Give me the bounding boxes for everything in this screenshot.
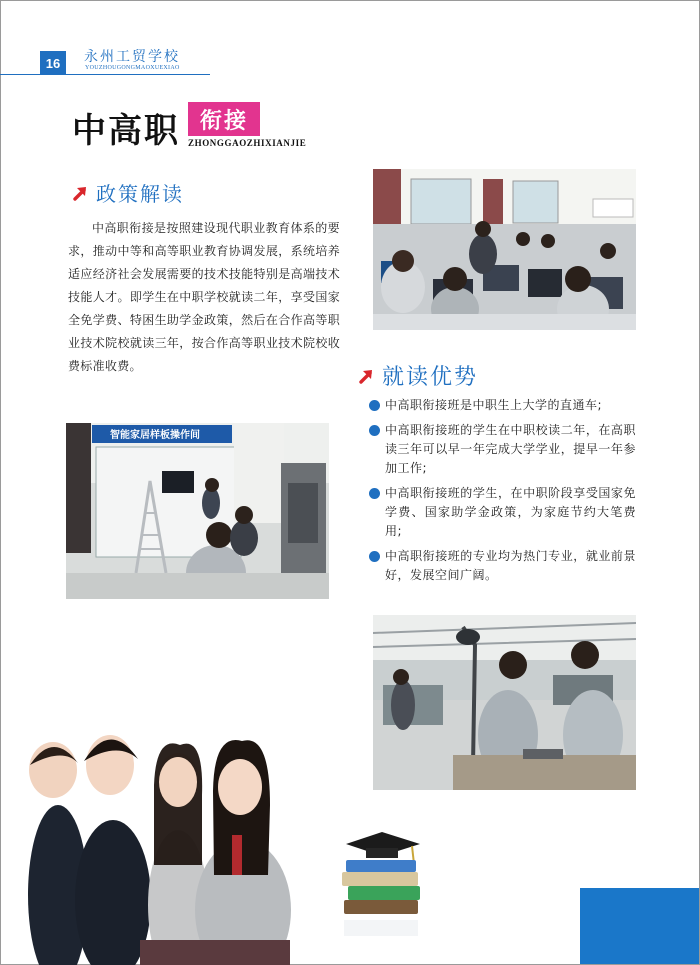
bullet-dot-icon: [369, 551, 380, 562]
list-item-text: 中高职衔接班是中职生上大学的直通车;: [385, 398, 603, 412]
advantages-heading: [358, 360, 478, 391]
header-rule: [0, 74, 210, 75]
machining-workshop-photo: [373, 615, 636, 790]
school-name: 永州工贸学校: [84, 49, 180, 65]
page-title-highlight: 衔接: [188, 102, 260, 136]
computer-classroom-photo: [373, 169, 636, 330]
books-graduation-cap-icon: [338, 830, 426, 938]
bullet-dot-icon: [369, 425, 380, 436]
advantages-list: [368, 396, 636, 591]
bullet-dot-icon: [369, 400, 380, 411]
list-item: [368, 484, 636, 541]
advantages-heading-label: 就读优势: [382, 365, 479, 390]
list-item-text: 中高职衔接班的专业均为热门专业，就业前景好，发展空间广阔。: [385, 549, 636, 582]
list-item-text: 中高职衔接班的学生，在中职阶段享受国家免学费、国家助学金政策，为家庭节约大笔费用;: [385, 486, 636, 538]
lab-banner-text: 智能家居样板操作间: [110, 430, 200, 441]
page-title-script: 中高职: [72, 111, 180, 151]
policy-heading-label: 政策解读: [96, 182, 184, 206]
policy-body-text: 中高职衔接是按照建设现代职业教育体系的要求，推动中等和高等职业教育协调发展，系统培养适应经济社会发展需要的技术技能特别是高端技术技能人才。即学生在中职学校就读二年，享受国家全免学费、特困生助学金政策，然后在合作高等职业技术院校就读三年，按合作高等职业技术院校收费标准收费。: [68, 221, 340, 373]
bullet-dot-icon: [369, 488, 380, 499]
list-item: [368, 547, 636, 585]
school-name-pinyin: YOUZHOUGONGMAOXUEXIAO: [85, 65, 180, 71]
list-item: [368, 421, 636, 478]
policy-heading: [72, 178, 184, 207]
arrow-up-right-icon: [72, 185, 88, 201]
smart-home-lab-photo: [66, 423, 329, 599]
corner-decoration: [580, 888, 699, 964]
list-item-text: 中高职衔接班的学生在中职校读二年，在高职读三年可以早一年完成大学学业，提早一年参加工作;: [385, 423, 636, 475]
page-number: 16: [40, 51, 66, 75]
arrow-up-right-icon: [358, 368, 374, 384]
students-photo: [18, 725, 308, 965]
list-item: [368, 396, 636, 415]
page-title-pinyin: ZHONGGAOZHIXIANJIE: [188, 138, 307, 148]
